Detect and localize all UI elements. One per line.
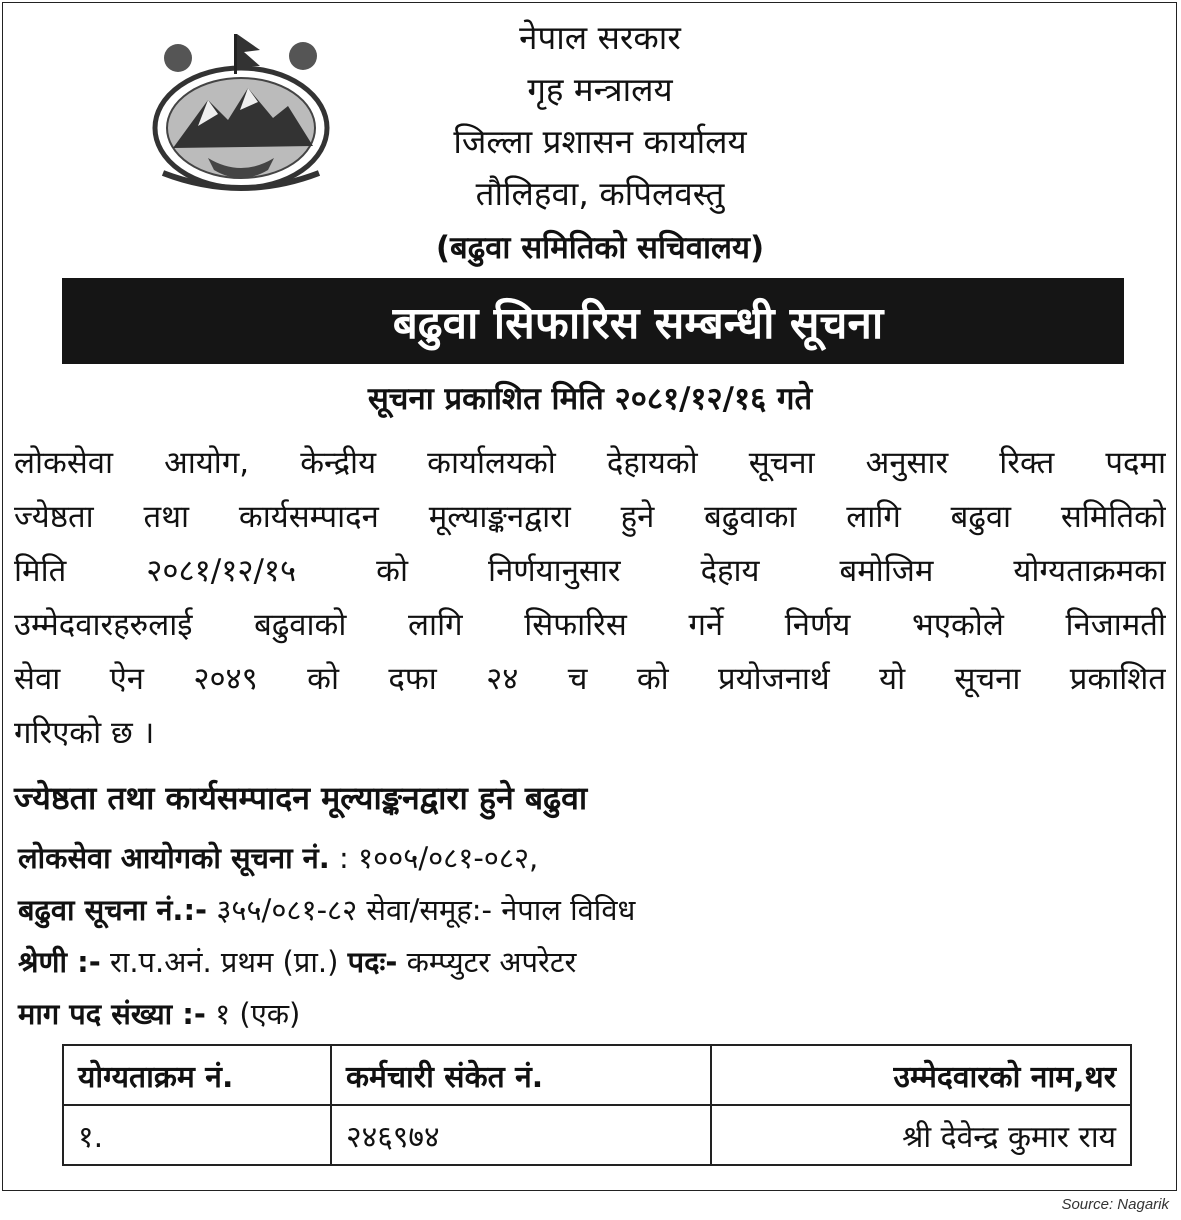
psc-notice-value: : १००५/०८१-०८२, [339, 841, 539, 875]
post-count-label: माग पद संख्या :- [18, 997, 206, 1031]
post-count-line [18, 994, 300, 1033]
header-government: नेपाल सरकार [519, 18, 681, 57]
body-line: मिति २०८१/१२/१५ को निर्णयानुसार देहाय बमोजिम योग्यताक्रमका [14, 553, 1166, 589]
notice-title-banner [62, 278, 1124, 364]
body-line: गरिएको छ । [14, 715, 155, 751]
publish-date: सूचना प्रकाशित मिति २०८१/१२/१६ गते [367, 381, 813, 417]
grade-post-line [18, 942, 576, 981]
col-code-header: कर्मचारी संकेत नं. [331, 1045, 711, 1105]
body-line: लोकसेवा आयोग, केन्द्रीय कार्यालयको देहायको सूचना अनुसार रिक्त पदमा [14, 445, 1166, 481]
body-line: उम्मेदवारहरुलाई बढुवाको लागि सिफारिस गर्ने निर्णय भएकोले निजामती [14, 607, 1166, 643]
header-secretariat: (बढुवा समितिको सचिवालय) [435, 230, 765, 266]
promotion-notice-line [18, 890, 635, 929]
cell-rank: १. [63, 1105, 331, 1165]
header-ministry: गृह मन्त्रालय [527, 70, 673, 109]
psc-notice-label: लोकसेवा आयोगको सूचना नं. [18, 841, 330, 875]
body-line: सेवा ऐन २०४९ को दफा २४ च को प्रयोजनार्थ यो सूचना प्रकाशित [14, 661, 1166, 697]
psc-notice-line [18, 838, 538, 877]
col-rank-header: योग्यताक्रम नं. [63, 1045, 331, 1105]
recommendation-table [62, 1044, 1132, 1166]
section-heading: ज्येष्ठता तथा कार्यसम्पादन मूल्याङ्कनद्वारा हुने बढुवा [14, 779, 588, 817]
table-header-row [63, 1045, 1131, 1105]
promotion-notice-value: ३५५/०८१-८२ सेवा/समूह:- नेपाल विविध [216, 893, 636, 927]
header-location: तौलिहवा, कपिलवस्तु [475, 174, 725, 213]
table-row [63, 1105, 1131, 1165]
post-label: पदः- [347, 945, 398, 979]
post-count-value: १ (एक) [215, 997, 301, 1031]
source-credit: Source: Nagarik [1061, 1196, 1169, 1213]
notice-title: बढुवा सिफारिस सम्बन्धी सूचना [392, 298, 884, 349]
col-name-header: उम्मेदवारको नाम,थर [711, 1045, 1131, 1105]
body-line: ज्येष्ठता तथा कार्यसम्पादन मूल्याङ्कनद्वारा हुने बढुवाका लागि बढुवा समितिको [14, 499, 1166, 535]
notice-body [14, 436, 1166, 760]
nepal-emblem-icon [148, 28, 334, 193]
header-office: जिल्ला प्रशासन कार्यालय [453, 122, 747, 161]
cell-name: श्री देवेन्द्र कुमार राय [711, 1105, 1131, 1165]
grade-value: रा.प.अनं. प्रथम (प्रा.) [109, 945, 339, 979]
promotion-notice-label: बढुवा सूचना नं.:- [18, 893, 208, 927]
cell-code: २४६९७४ [331, 1105, 711, 1165]
post-value: कम्प्युटर अपरेटर [406, 945, 577, 979]
grade-label: श्रेणी :- [18, 945, 101, 979]
